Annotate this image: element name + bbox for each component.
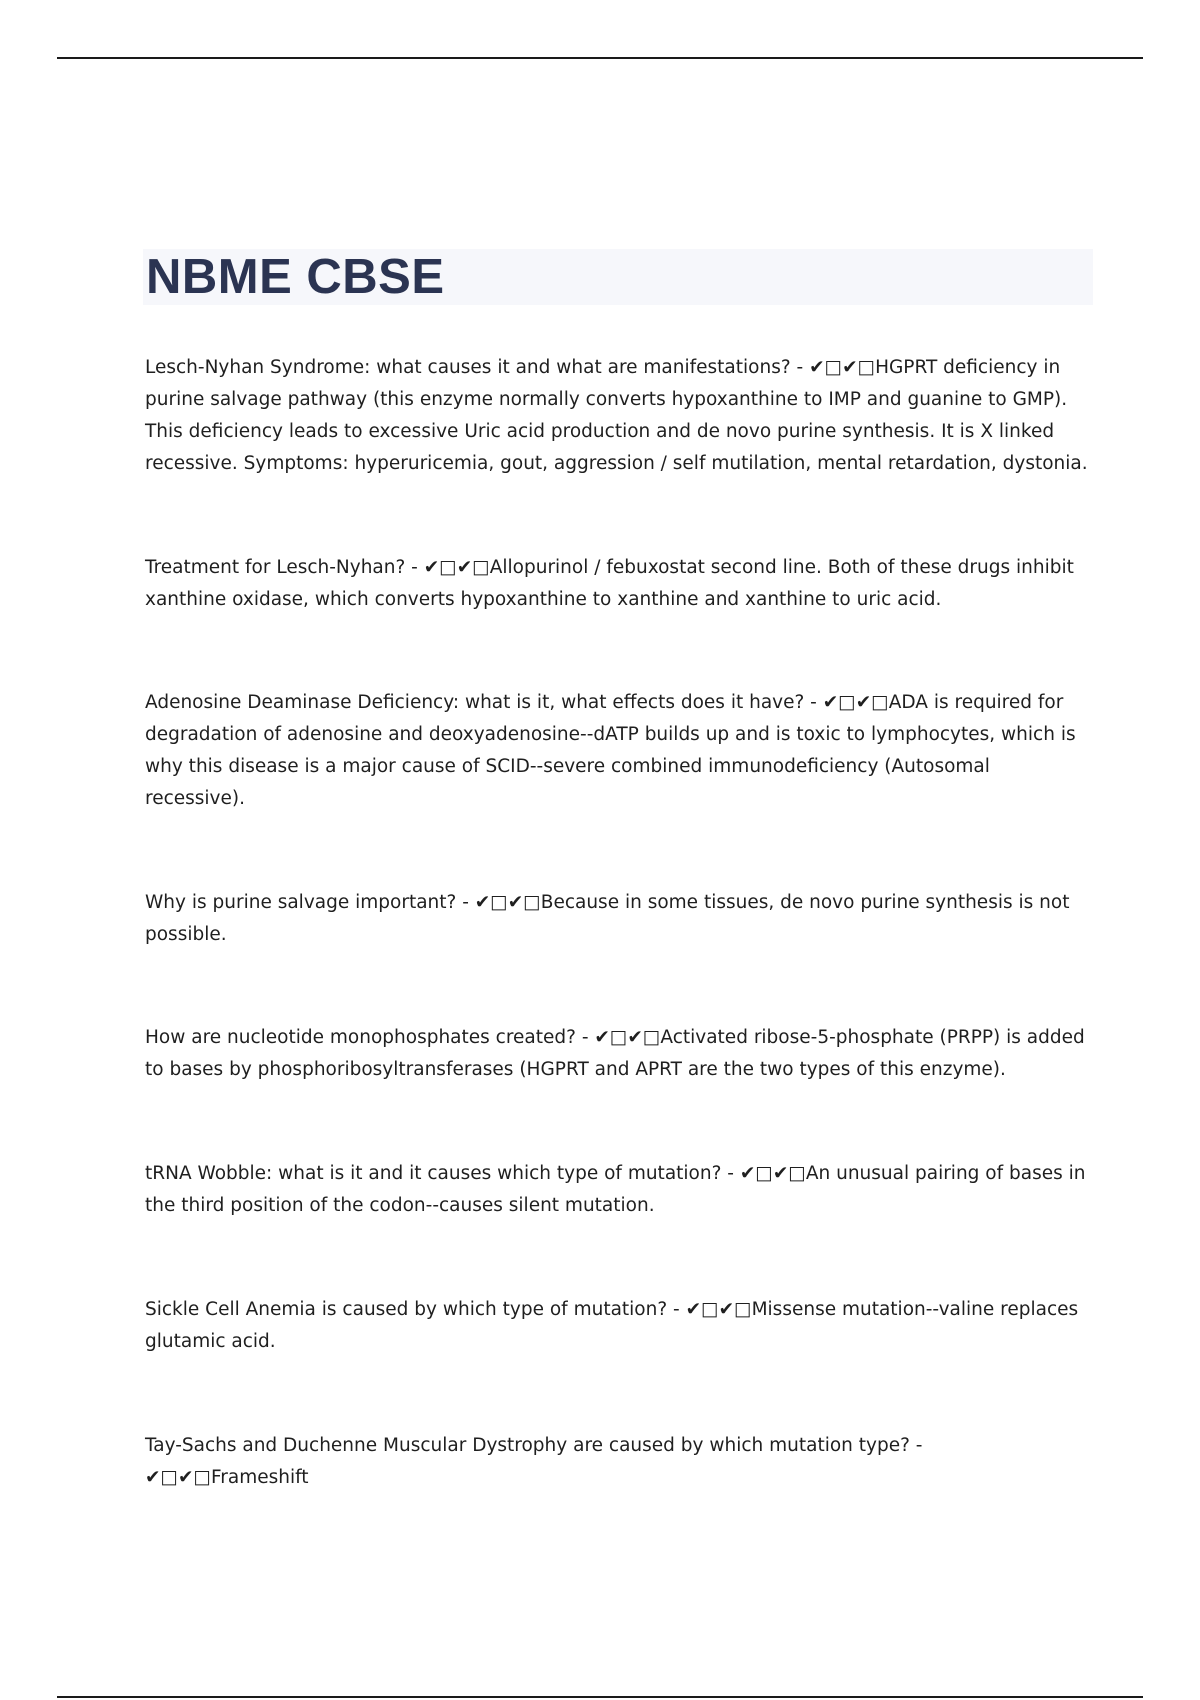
qa-item bbox=[145, 552, 1090, 616]
check-mark-icon: ✔□✔□ bbox=[594, 1027, 661, 1048]
qa-item bbox=[145, 352, 1090, 480]
answer-text: Because in some tissues, de novo purine synthesis is not possible. bbox=[145, 892, 1070, 945]
answer-text: ADA is required for degradation of adenosine and deoxyadenosine--dATP builds up and is toxic to lymphocytes, which is why this disease is a major cause of SCID--severe combined immunodeficiency (Autosomal recessive). bbox=[145, 692, 1076, 809]
qa-item bbox=[145, 887, 1090, 951]
check-mark-icon: ✔□✔□ bbox=[739, 1163, 806, 1184]
answer-text: HGPRT deficiency in purine salvage pathway (this enzyme normally converts hypoxanthine to IMP and guanine to GMP). This deficiency leads to excessive Uric acid production and de novo purine synthesis. It is X linked recessive. Symptoms: hyperuricemia, gout, aggression / self mutilation, mental retardation, dystonia. bbox=[145, 357, 1088, 474]
qa-item bbox=[145, 1294, 1090, 1358]
qa-item bbox=[145, 1158, 1090, 1222]
answer-text: An unusual pairing of bases in the third position of the codon--causes silent mutation. bbox=[145, 1163, 1086, 1216]
check-mark-icon: ✔□✔□ bbox=[809, 357, 876, 378]
question-text: Why is purine salvage important? - bbox=[145, 892, 475, 913]
question-text: Tay-Sachs and Duchenne Muscular Dystrophy are caused by which mutation type? - bbox=[145, 1435, 923, 1456]
question-text: Adenosine Deaminase Deficiency: what is it, what effects does it have? - bbox=[145, 692, 823, 713]
question-text: How are nucleotide monophosphates created? - bbox=[145, 1027, 595, 1048]
question-text: Sickle Cell Anemia is caused by which type of mutation? - bbox=[145, 1299, 686, 1320]
check-mark-icon: ✔□✔□ bbox=[685, 1299, 752, 1320]
check-mark-icon: ✔□✔□ bbox=[423, 557, 490, 578]
header-rule bbox=[57, 57, 1143, 59]
qa-item bbox=[145, 1430, 1090, 1494]
footer-rule bbox=[57, 1696, 1143, 1698]
document-title: NBME CBSE bbox=[146, 250, 445, 304]
answer-text: Missense mutation--valine replaces glutamic acid. bbox=[145, 1299, 1079, 1352]
question-text: tRNA Wobble: what is it and it causes which type of mutation? - bbox=[145, 1163, 740, 1184]
answer-text: Activated ribose-5-phosphate (PRPP) is added to bases by phosphoribosyltransferases (HGPRT and APRT are the two types of this enzyme). bbox=[145, 1027, 1085, 1080]
qa-list bbox=[145, 352, 1090, 1494]
check-mark-icon: ✔□✔□ bbox=[474, 892, 541, 913]
qa-item bbox=[145, 687, 1090, 815]
check-mark-icon: ✔□✔□ bbox=[145, 1467, 211, 1488]
question-text: Treatment for Lesch-Nyhan? - bbox=[145, 557, 424, 578]
answer-text: Allopurinol / febuxostat second line. Both of these drugs inhibit xanthine oxidase, which converts hypoxanthine to xanthine and xanthine to uric acid. bbox=[145, 557, 1074, 610]
check-mark-icon: ✔□✔□ bbox=[822, 692, 889, 713]
question-text: Lesch-Nyhan Syndrome: what causes it and what are manifestations? - bbox=[145, 357, 810, 378]
answer-text: Frameshift bbox=[210, 1467, 309, 1488]
qa-item bbox=[145, 1022, 1090, 1086]
